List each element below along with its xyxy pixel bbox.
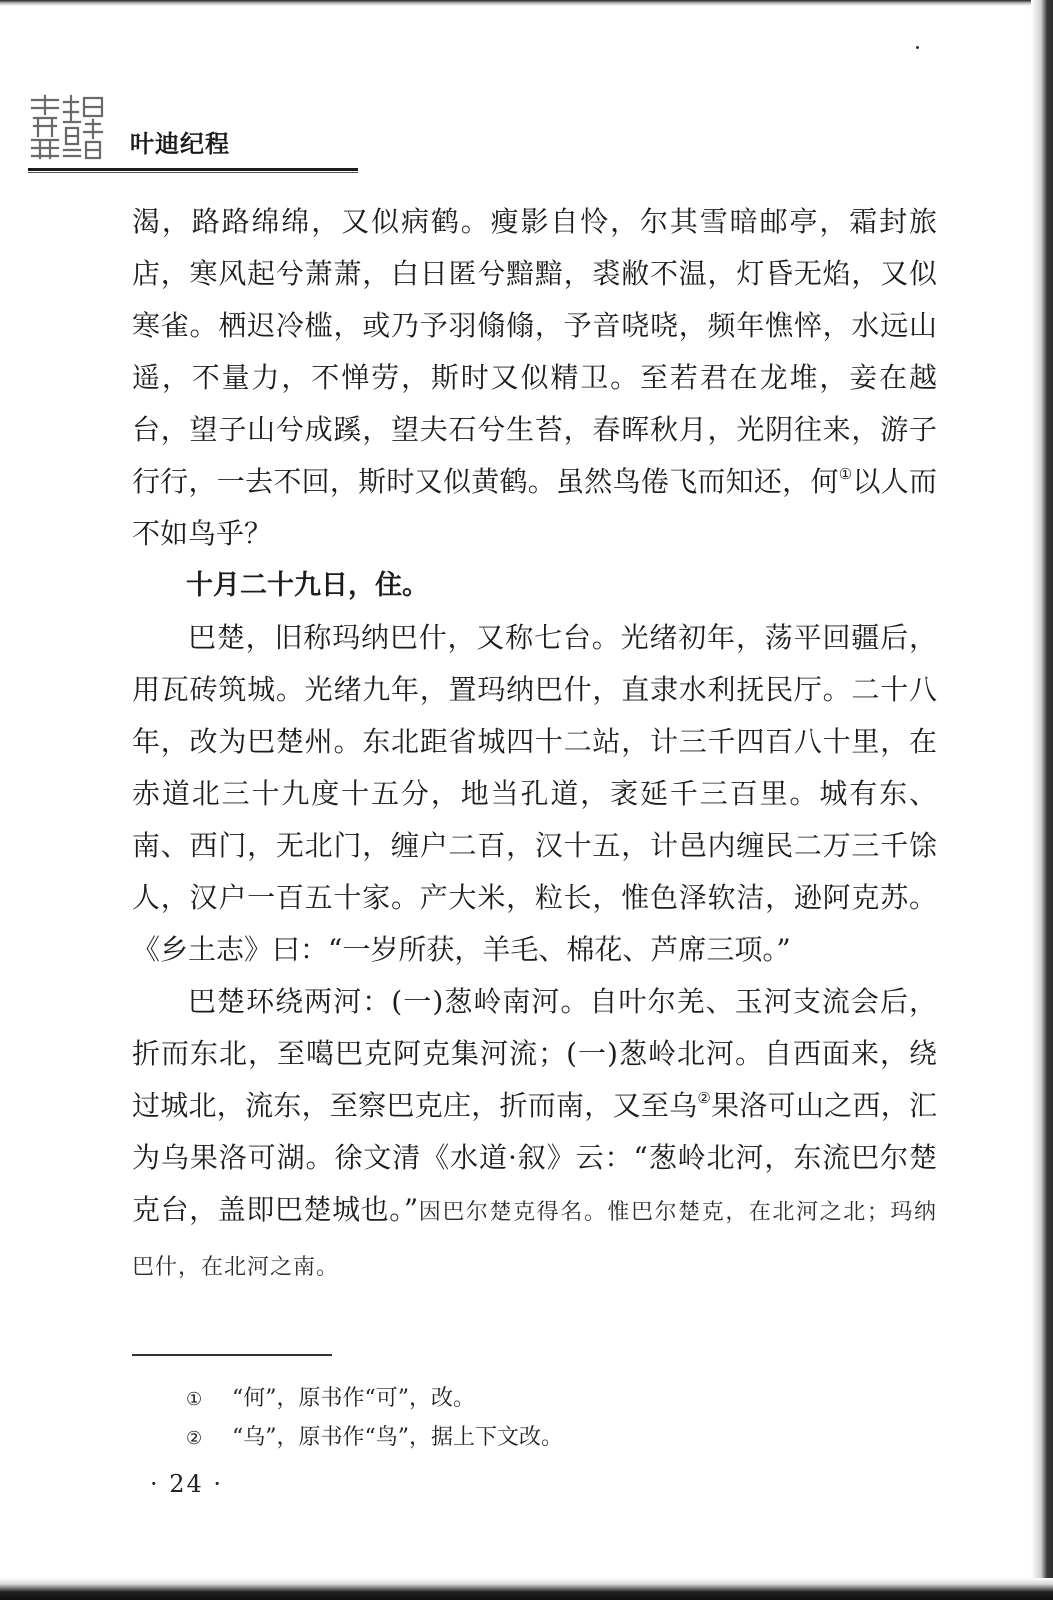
- paragraph-1: [132, 196, 937, 560]
- paragraph-1-text: 渴，路路绵绵，又似病鹤。瘦影自怜，尔其雪暗邮亭，霜封旅店，寒风起兮萧萧，白日匿兮黯黯，裘敝不温，灯昏无焰，又似寒雀。栖迟冷槛，或乃予羽翛翛，予音哓哓，频年憔悴，水远山遥，不量力，不惮劳，斯时又似精卫。至若君在龙堆，妾在越台，望子山兮成蹊，望夫石兮生苔，春晖秋月，光阴往来，游子行行，一去不回，斯时又似黄鹤。虽然鸟倦飞而知还，何: [132, 205, 937, 498]
- paragraph-3-text-a: 巴楚环绕两河：(一)葱岭南河。自叶尔羌、玉河支流会后，折而东北，至噶巴克阿克集河流；(一)葱岭北河。自西面来，绕过城北，流东，至察巴克庄，折而南，又至乌: [132, 985, 937, 1122]
- page-bottom-edge: [0, 1578, 1053, 1600]
- paragraph-3-small-note: 因巴尔楚克得名。惟巴尔楚克，在北河之北；玛纳巴什，在北河之南。: [132, 1200, 937, 1280]
- footnote-rule: [132, 1354, 332, 1356]
- footnote-ref-2: ②: [697, 1089, 712, 1107]
- paragraph-3-text-b: 果洛可山之西，汇为乌果洛可湖。徐文清《水道·叙》云：“葱岭北河，东流巴尔楚克台，盖即巴楚城也。”: [132, 1089, 937, 1226]
- paragraph-1-tail: 以人而不如鸟乎？: [132, 465, 937, 550]
- footnote-1-text: “何”，原书作“可”，改。: [232, 1386, 475, 1411]
- header-rule: [28, 168, 358, 171]
- footnote-1-mark: ①: [186, 1389, 203, 1410]
- body-text: [132, 196, 937, 1294]
- page-top-edge: [0, 0, 1053, 6]
- running-header-title: 叶迪纪程: [130, 130, 230, 158]
- seal-logo-icon: [28, 92, 106, 162]
- footnotes: [186, 1380, 563, 1458]
- footnote-2: [186, 1419, 563, 1458]
- page-right-edge: [1031, 0, 1053, 1600]
- paragraph-2: 巴楚，旧称玛纳巴什，又称七台。光绪初年，荡平回疆后，用瓦砖筑城。光绪九年，置玛纳巴什，直隶水利抚民厅。二十八年，改为巴楚州。东北距省城四十二站，计三千四百八十里，在赤道北三十九度十五分，地当孔道，袤延千三百里。城有东、南、西门，无北门，缠户二百，汉十五，计邑内缠民二万三千馀人，汉户一百五十家。产大米，粒长，惟色泽软洁，逊阿克苏。《乡土志》曰：“一岁所获，羊毛、棉花、芦席三项。”: [132, 621, 937, 966]
- page-number: · 24 ·: [150, 1470, 224, 1498]
- date-heading: 十月二十九日，住。: [186, 570, 429, 601]
- footnote-ref-1: ①: [838, 465, 853, 483]
- paragraph-3: [132, 976, 937, 1294]
- footnote-2-mark: ②: [186, 1428, 203, 1449]
- dust-speck: [916, 46, 919, 49]
- footnote-2-text: “乌”，原书作“鸟”，据上下文改。: [232, 1425, 563, 1450]
- header-rule-thin: [28, 172, 358, 173]
- footnote-1: [186, 1380, 563, 1419]
